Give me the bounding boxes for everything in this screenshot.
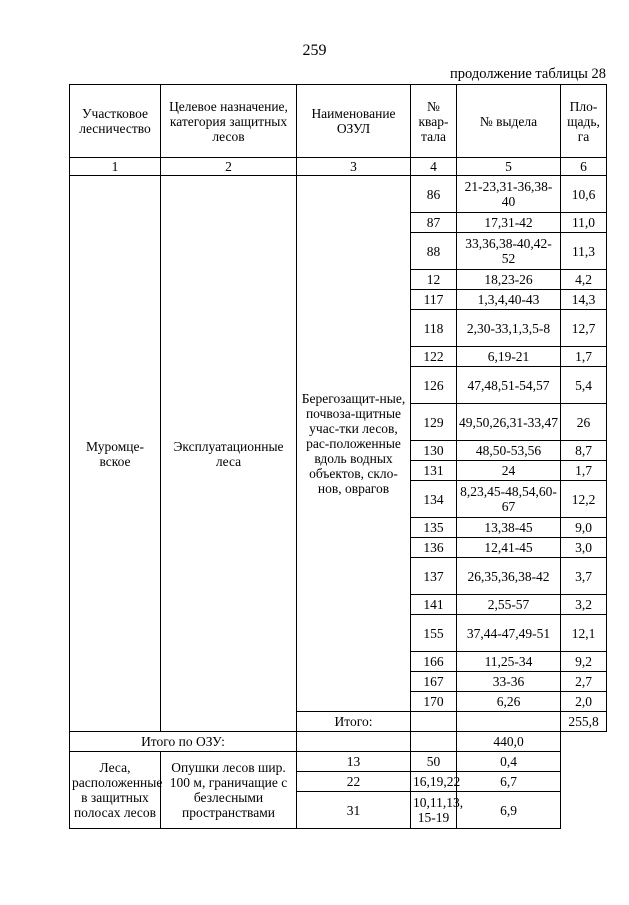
- plot-cell: 11,25-34: [457, 652, 561, 672]
- plot-cell: 50: [411, 752, 457, 772]
- area-cell: 11,3: [561, 233, 607, 270]
- ozul-cell: Берегозащит-ные, почвоза-щитные учас-тки лесов, рас-положенные вдоль водных объектов, скло-нов, оврагов: [297, 176, 411, 712]
- header-purpose: Целевое назначение, категория защитных лесов: [161, 85, 297, 158]
- quarter-cell: 170: [411, 692, 457, 712]
- header-forestry: Участковое лесничество: [70, 85, 161, 158]
- subtotal-label: Итого:: [297, 712, 411, 732]
- header-row: [70, 85, 607, 158]
- table-row: [70, 752, 607, 772]
- quarter-cell: 137: [411, 558, 457, 595]
- column-number: 2: [161, 158, 297, 176]
- area-cell: 1,7: [561, 461, 607, 481]
- quarter-cell: 86: [411, 176, 457, 213]
- empty-cell: [457, 712, 561, 732]
- column-number: 5: [457, 158, 561, 176]
- quarter-cell: 87: [411, 213, 457, 233]
- forestry-cell: Муромце-вское: [70, 176, 161, 732]
- quarter-cell: 130: [411, 441, 457, 461]
- area-cell: 3,7: [561, 558, 607, 595]
- quarter-cell: 13: [297, 752, 411, 772]
- area-cell: 2,0: [561, 692, 607, 712]
- area-cell: 12,2: [561, 481, 607, 518]
- area-cell: 5,4: [561, 367, 607, 404]
- empty-cell: [297, 732, 411, 752]
- forest-table: [69, 84, 607, 829]
- plot-cell: 21-23,31-36,38-40: [457, 176, 561, 213]
- plot-cell: 1,3,4,40-43: [457, 290, 561, 310]
- area-cell: 6,7: [457, 772, 561, 792]
- header-area: Пло-щадь, га: [561, 85, 607, 158]
- area-cell: 14,3: [561, 290, 607, 310]
- quarter-cell: 135: [411, 518, 457, 538]
- area-cell: 12,1: [561, 615, 607, 652]
- plot-cell: 33-36: [457, 672, 561, 692]
- quarter-cell: 134: [411, 481, 457, 518]
- plot-cell: 12,41-45: [457, 538, 561, 558]
- plot-cell: 24: [457, 461, 561, 481]
- quarter-cell: 88: [411, 233, 457, 270]
- area-cell: 3,0: [561, 538, 607, 558]
- area-cell: 0,4: [457, 752, 561, 772]
- quarter-cell: 12: [411, 270, 457, 290]
- subtotal-value: 255,8: [561, 712, 607, 732]
- column-number-row: [70, 158, 607, 176]
- table-caption: продолжение таблицы 28: [450, 66, 606, 82]
- column-number: 1: [70, 158, 161, 176]
- plot-cell: 47,48,51-54,57: [457, 367, 561, 404]
- total-row: [70, 732, 607, 752]
- area-cell: 26: [561, 404, 607, 441]
- plot-cell: 37,44-47,49-51: [457, 615, 561, 652]
- area-cell: 3,2: [561, 595, 607, 615]
- area-cell: 2,7: [561, 672, 607, 692]
- quarter-cell: 126: [411, 367, 457, 404]
- page-number: 259: [302, 42, 327, 59]
- area-cell: 8,7: [561, 441, 607, 461]
- quarter-cell: 155: [411, 615, 457, 652]
- quarter-cell: 129: [411, 404, 457, 441]
- plot-cell: 6,19-21: [457, 347, 561, 367]
- purpose-cell: Эксплуатационные леса: [161, 176, 297, 732]
- plot-cell: 6,26: [457, 692, 561, 712]
- area-cell: 9,0: [561, 518, 607, 538]
- plot-cell: 48,50-53,56: [457, 441, 561, 461]
- empty-cell: [411, 712, 457, 732]
- quarter-cell: 122: [411, 347, 457, 367]
- header-ozul: Наименование ОЗУЛ: [297, 85, 411, 158]
- quarter-cell: 166: [411, 652, 457, 672]
- column-number: 6: [561, 158, 607, 176]
- total-label: Итого по ОЗУ:: [70, 732, 297, 752]
- plot-cell: 2,30-33,1,3,5-8: [457, 310, 561, 347]
- quarter-cell: 118: [411, 310, 457, 347]
- area-cell: 10,6: [561, 176, 607, 213]
- quarter-cell: 131: [411, 461, 457, 481]
- plot-cell: 10,11,13, 15-19: [411, 792, 457, 829]
- plot-cell: 26,35,36,38-42: [457, 558, 561, 595]
- plot-cell: 2,55-57: [457, 595, 561, 615]
- area-cell: 1,7: [561, 347, 607, 367]
- plot-cell: 13,38-45: [457, 518, 561, 538]
- area-cell: 12,7: [561, 310, 607, 347]
- area-cell: 9,2: [561, 652, 607, 672]
- plot-cell: 33,36,38-40,42-52: [457, 233, 561, 270]
- quarter-cell: 136: [411, 538, 457, 558]
- header-quarter: № квар-тала: [411, 85, 457, 158]
- ozul-cell: Опушки лесов шир. 100 м, граничащие с безлесными пространствами: [161, 752, 297, 829]
- column-number: 4: [411, 158, 457, 176]
- plot-cell: 17,31-42: [457, 213, 561, 233]
- plot-cell: 49,50,26,31-33,47: [457, 404, 561, 441]
- column-number: 3: [297, 158, 411, 176]
- quarter-cell: 117: [411, 290, 457, 310]
- quarter-cell: 22: [297, 772, 411, 792]
- area-cell: 6,9: [457, 792, 561, 829]
- total-value: 440,0: [457, 732, 561, 752]
- plot-cell: 16,19,22: [411, 772, 457, 792]
- header-plot: № выдела: [457, 85, 561, 158]
- area-cell: 4,2: [561, 270, 607, 290]
- plot-cell: 8,23,45-48,54,60-67: [457, 481, 561, 518]
- plot-cell: 18,23-26: [457, 270, 561, 290]
- quarter-cell: 167: [411, 672, 457, 692]
- purpose-cell: Леса, расположенные в защитных полосах лесов: [70, 752, 161, 829]
- quarter-cell: 141: [411, 595, 457, 615]
- quarter-cell: 31: [297, 792, 411, 829]
- table-row: [70, 176, 607, 213]
- empty-cell: [411, 732, 457, 752]
- area-cell: 11,0: [561, 213, 607, 233]
